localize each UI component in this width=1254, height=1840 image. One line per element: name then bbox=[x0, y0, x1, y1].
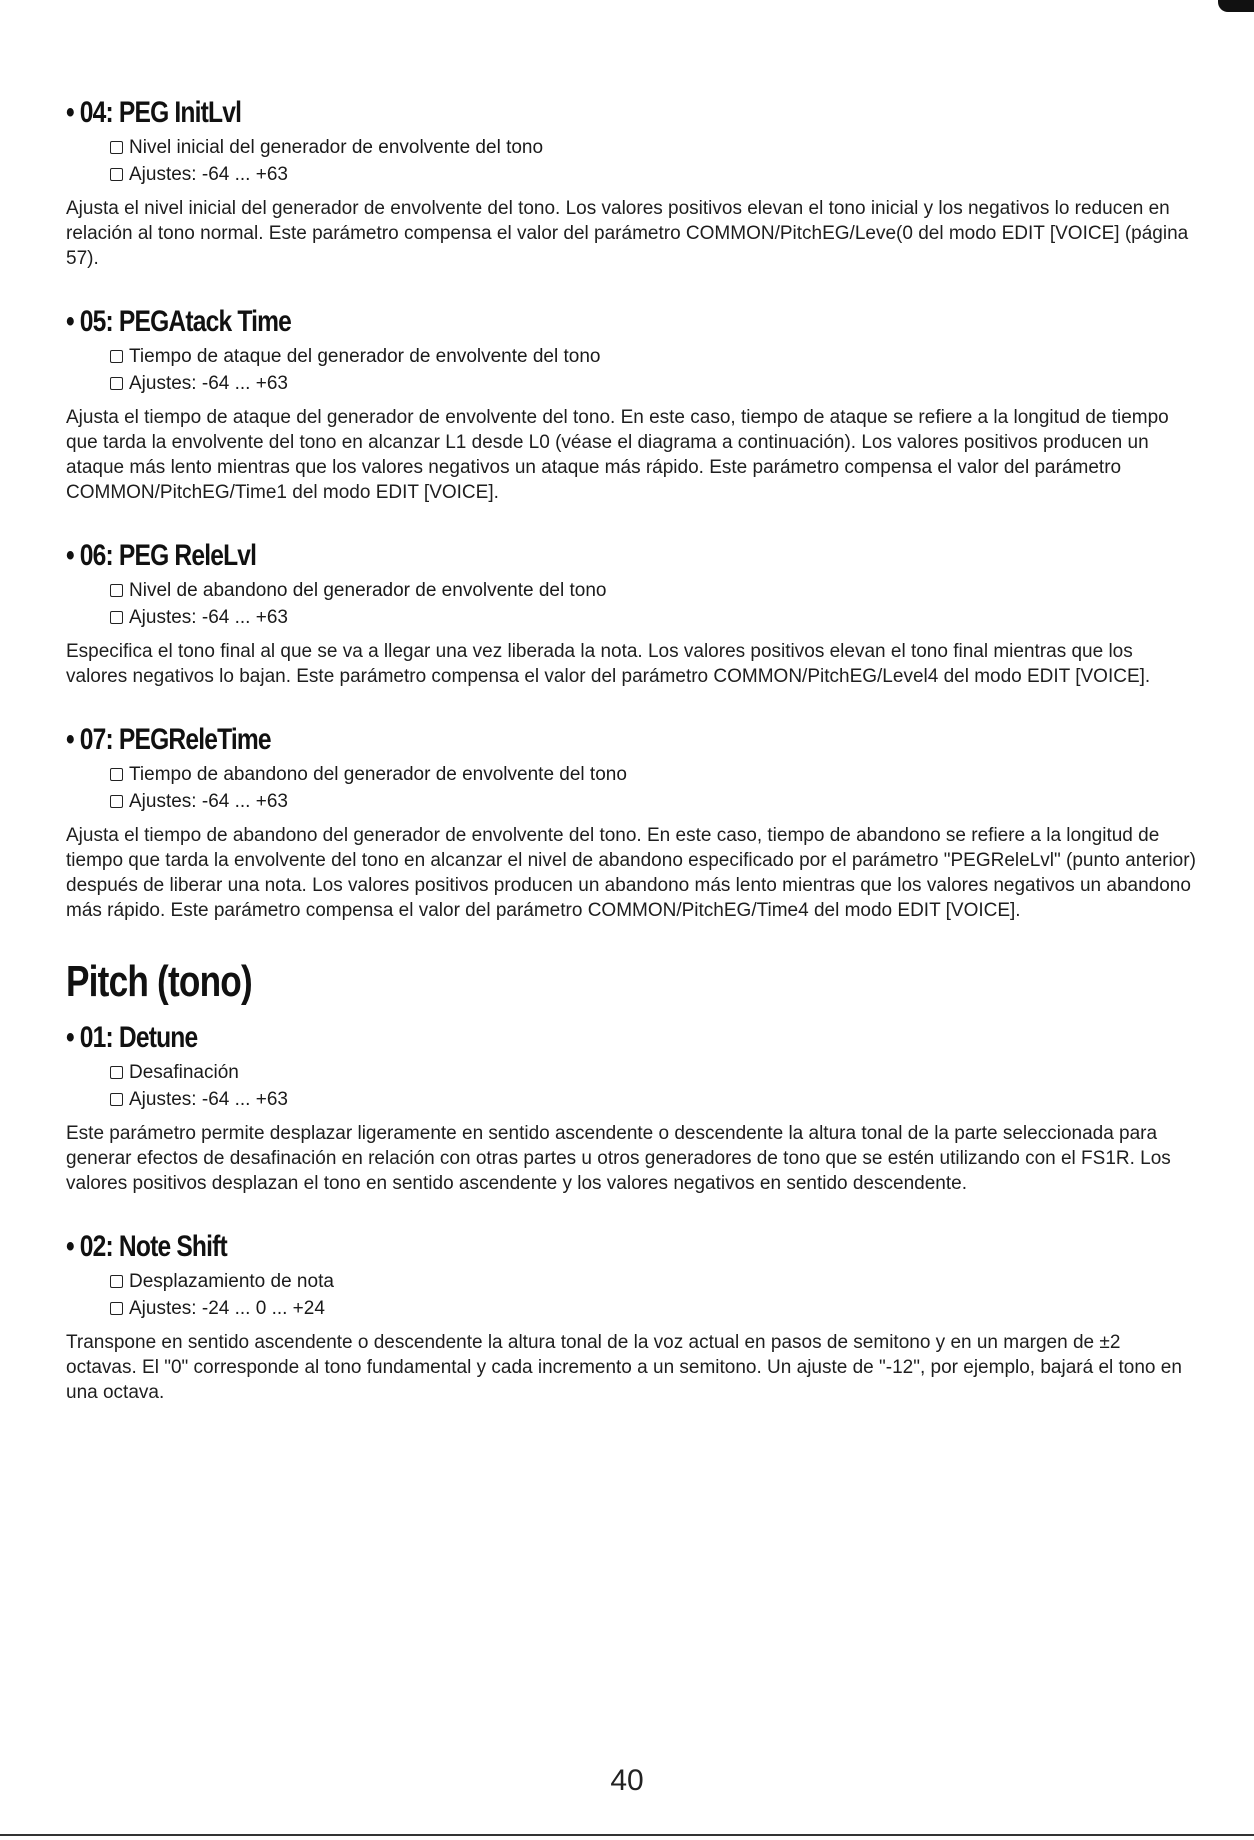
checkbox-square-icon bbox=[110, 1302, 123, 1315]
param-detail-item bbox=[110, 1295, 1196, 1322]
param-description: Especifica el tono final al que se va a llegar una vez liberada la nota. Los valores positivos elevan el tono final mientras que los valores negativos lo bajan. Este parámetro compensa el valor del parámetro COMMON/PitchEG/Level4 del modo EDIT [VOICE]. bbox=[66, 641, 1151, 687]
param-heading: • 06: PEG ReleLvl bbox=[66, 539, 257, 572]
checkbox-square-icon bbox=[110, 350, 123, 363]
param-heading: • 01: Detune bbox=[66, 1021, 198, 1054]
param-peg-atack-time bbox=[66, 305, 1196, 505]
param-detail-item bbox=[110, 134, 1196, 161]
param-detail-text: Ajustes: -24 ... 0 ... +24 bbox=[129, 1298, 325, 1319]
param-detail-item bbox=[110, 1268, 1196, 1295]
checkbox-square-icon bbox=[110, 795, 123, 808]
param-details bbox=[110, 343, 1196, 397]
param-detail-text: Tiempo de ataque del generador de envolvente del tono bbox=[129, 346, 601, 367]
param-detail-item bbox=[110, 788, 1196, 815]
param-detail-text: Ajustes: -64 ... +63 bbox=[129, 164, 288, 185]
param-detail-item bbox=[110, 1086, 1196, 1113]
param-heading: • 04: PEG InitLvl bbox=[66, 96, 242, 129]
param-detail-text: Ajustes: -64 ... +63 bbox=[129, 373, 288, 394]
param-details bbox=[110, 134, 1196, 188]
param-peg-reletime bbox=[66, 723, 1196, 923]
param-detail-text: Nivel de abandono del generador de envolvente del tono bbox=[129, 580, 607, 601]
corner-mark bbox=[1218, 0, 1254, 12]
param-detail-text: Ajustes: -64 ... +63 bbox=[129, 1089, 288, 1110]
param-detail-item bbox=[110, 161, 1196, 188]
param-note-shift bbox=[66, 1230, 1196, 1405]
param-description: Ajusta el tiempo de abandono del generador de envolvente del tono. En este caso, tiempo de abandono se refiere a la longitud de tiempo que tarda la envolvente del tono en alcanzar el nivel de abandono especificado por el parámetro "PEGReleLvl" (punto anterior) después de liberar una nota. Los valores positivos producen un abandono más lento mientras que los valores negativos un abandono más rápido. Este parámetro compensa el valor del parámetro COMMON/PitchEG/Time4 del modo EDIT [VOICE]. bbox=[66, 825, 1196, 921]
param-detail-text: Desafinación bbox=[129, 1062, 239, 1083]
param-details bbox=[110, 1268, 1196, 1322]
checkbox-square-icon bbox=[110, 768, 123, 781]
param-peg-initlvl bbox=[66, 96, 1196, 271]
bottom-rule bbox=[0, 1834, 1254, 1836]
param-details bbox=[110, 1059, 1196, 1113]
checkbox-square-icon bbox=[110, 168, 123, 181]
param-description: Ajusta el tiempo de ataque del generador de envolvente del tono. En este caso, tiempo de ataque se refiere a la longitud de tiempo que tarda la envolvente del tono en alcanzar L1 desde L0 (véase el diagrama a continuación). Los valores positivos producen un ataque más lento mientras que los valores negativos un ataque más rápido. Este parámetro compensa el valor del parámetro COMMON/PitchEG/Time1 del modo EDIT [VOICE]. bbox=[66, 407, 1169, 503]
param-detail-text: Desplazamiento de nota bbox=[129, 1271, 334, 1292]
page-number: 40 bbox=[610, 1764, 644, 1797]
param-detail-item bbox=[110, 1059, 1196, 1086]
param-description: Transpone en sentido ascendente o descendente la altura tonal de la voz actual en pasos de semitono y en un margen de ±2 octavas. El "0" corresponde al tono fundamental y cada incremento a un semitono. Un ajuste de "-12", por ejemplo, bajará el tono en una octava. bbox=[66, 1332, 1182, 1403]
param-heading: • 07: PEGReleTime bbox=[66, 723, 271, 756]
param-description: Este parámetro permite desplazar ligeramente en sentido ascendente o descendente la altura tonal de la parte seleccionada para generar efectos de desafinación en relación con otras partes u otros generadores de tono que se estén utilizando con el FS1R. Los valores positivos desplazan el tono en sentido ascendente y los valores negativos en sentido descendente. bbox=[66, 1123, 1171, 1194]
param-detune bbox=[66, 1021, 1196, 1196]
checkbox-square-icon bbox=[110, 1275, 123, 1288]
param-detail-text: Ajustes: -64 ... +63 bbox=[129, 791, 288, 812]
param-heading: • 02: Note Shift bbox=[66, 1230, 227, 1263]
param-detail-item bbox=[110, 343, 1196, 370]
manual-page bbox=[66, 96, 1196, 1439]
param-detail-item bbox=[110, 577, 1196, 604]
param-details bbox=[110, 577, 1196, 631]
param-detail-item bbox=[110, 370, 1196, 397]
param-details bbox=[110, 761, 1196, 815]
param-detail-item bbox=[110, 604, 1196, 631]
checkbox-square-icon bbox=[110, 584, 123, 597]
checkbox-square-icon bbox=[110, 141, 123, 154]
checkbox-square-icon bbox=[110, 1093, 123, 1106]
param-detail-text: Tiempo de abandono del generador de envolvente del tono bbox=[129, 764, 627, 785]
checkbox-square-icon bbox=[110, 611, 123, 624]
param-detail-text: Ajustes: -64 ... +63 bbox=[129, 607, 288, 628]
param-detail-item bbox=[110, 761, 1196, 788]
checkbox-square-icon bbox=[110, 1066, 123, 1079]
section-title-pitch: Pitch (tono) bbox=[66, 957, 252, 1006]
param-heading: • 05: PEGAtack Time bbox=[66, 305, 292, 338]
param-detail-text: Nivel inicial del generador de envolvente del tono bbox=[129, 137, 544, 158]
param-peg-relelvl bbox=[66, 539, 1196, 689]
checkbox-square-icon bbox=[110, 377, 123, 390]
param-description: Ajusta el nivel inicial del generador de envolvente del tono. Los valores positivos elevan el tono inicial y los negativos lo reducen en relación al tono normal. Este parámetro compensa el valor del parámetro COMMON/PitchEG/Leve(0 del modo EDIT [VOICE] (página 57). bbox=[66, 198, 1189, 269]
